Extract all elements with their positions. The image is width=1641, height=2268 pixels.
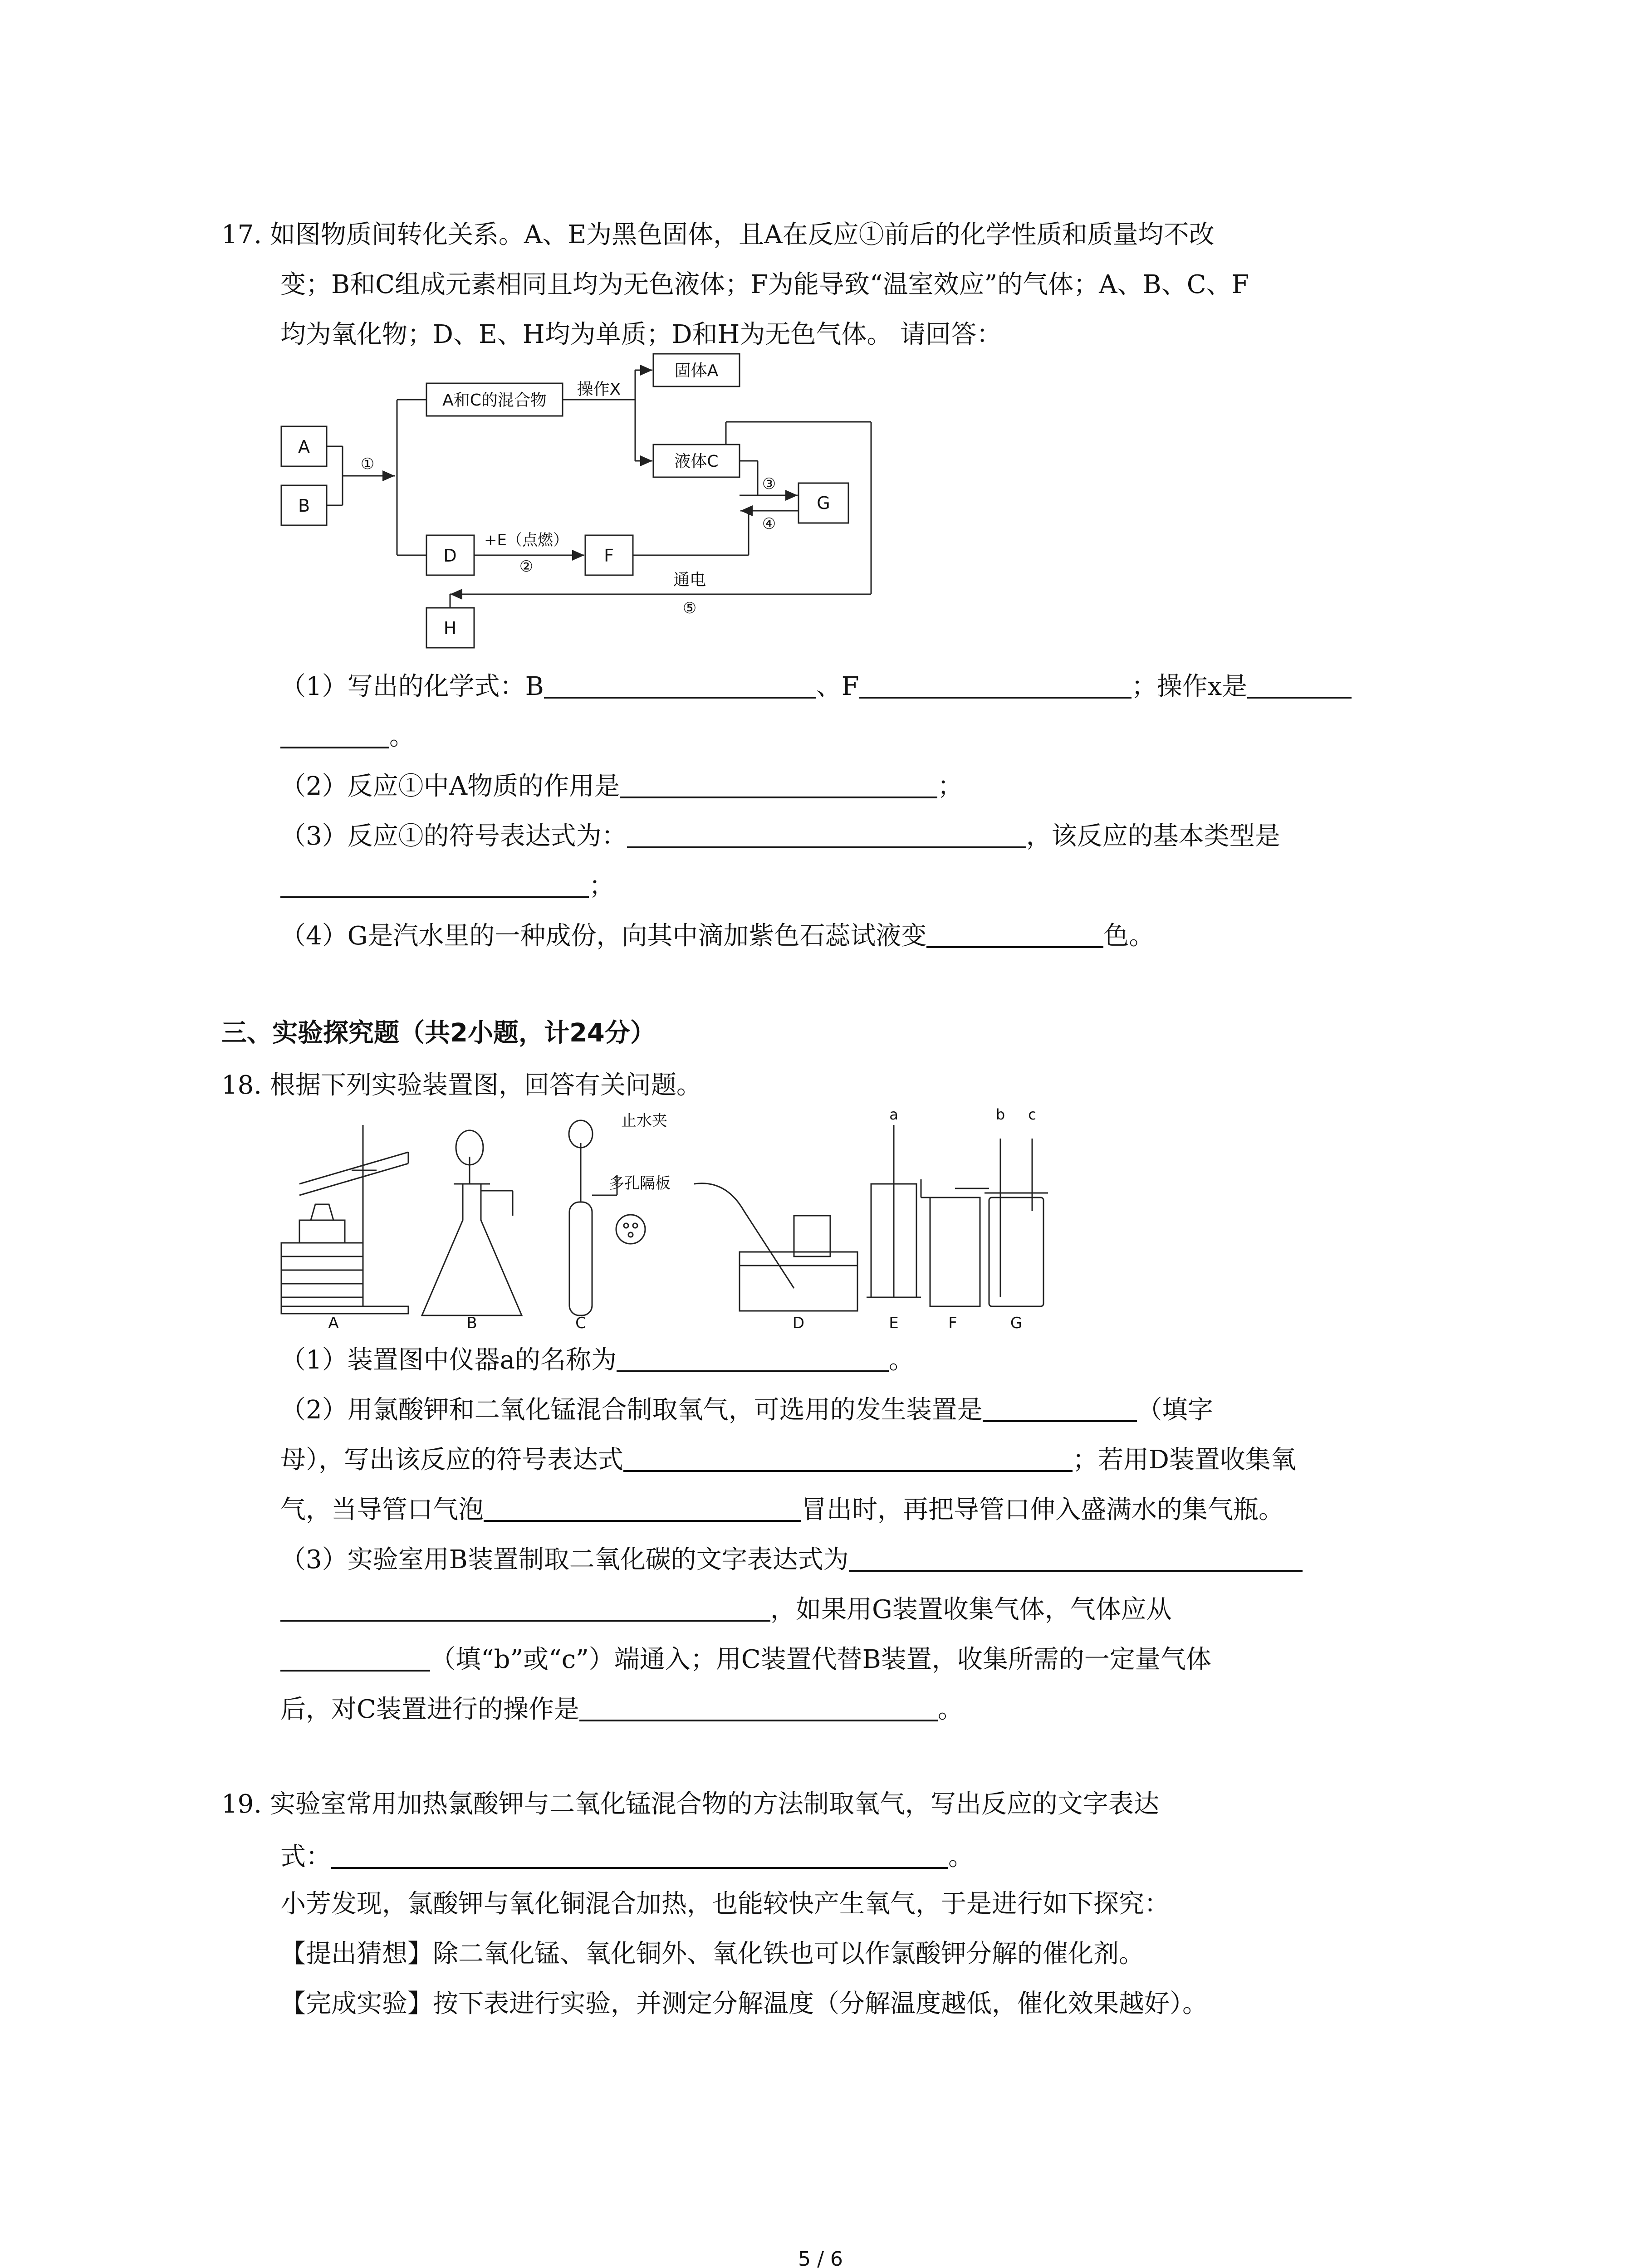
svg-text:b: b [995, 1106, 1005, 1123]
q18-sub-3-line-2: ，如果用G装置收集气体，气体应从 [280, 1594, 1172, 1623]
section-3-title: 三、实验探究题（共2小题，计24分） [221, 1018, 656, 1048]
svg-text:F: F [604, 546, 614, 566]
q17-sub-1: （1）写出的化学式：B 、F ；操作x是 [280, 671, 1352, 699]
q18-sub-2-line-1: （2）用氯酸钾和二氧化锰混合制取氧气，可选用的发生装置是 （填字 [280, 1395, 1213, 1425]
svg-text:A: A [298, 437, 310, 457]
svg-text:通电: 通电 [673, 571, 706, 589]
answer-blank-co2-equation-cont[interactable] [280, 1594, 770, 1622]
q18-sub-1: （1）装置图中仪器a的名称为 。 [280, 1345, 915, 1375]
answer-blank-bubble-condition[interactable] [484, 1495, 801, 1522]
svg-text:③: ③ [762, 475, 776, 493]
q17-sub-2: （2）反应①中A物质的作用是 ； [280, 772, 963, 801]
answer-blank-generator[interactable] [983, 1395, 1137, 1422]
svg-text:固体A: 固体A [674, 362, 719, 380]
answer-blank-b-formula[interactable] [544, 671, 816, 699]
svg-text:D: D [443, 546, 457, 566]
q18-sub-3-line-1: （3）实验室用B装置制取二氧化碳的文字表达式为 [280, 1545, 1303, 1573]
q18-sub-2-line-3: 气，当导管口气泡 冒出时，再把导管口伸入盛满水的集气瓶。 [280, 1495, 1284, 1525]
answer-blank-q19-equation[interactable] [331, 1842, 948, 1869]
answer-blank-kclo3-equation[interactable] [623, 1445, 1073, 1472]
answer-blank-operation-x-cont[interactable] [280, 721, 389, 748]
answer-blank-c-operation[interactable] [579, 1694, 938, 1721]
svg-text:c: c [1028, 1106, 1036, 1123]
svg-text:G: G [1010, 1314, 1023, 1332]
svg-text:G: G [817, 493, 830, 513]
q17-sub-1-cont: 。 [280, 721, 415, 749]
q17-conversion-diagram [272, 349, 889, 658]
svg-text:E: E [889, 1314, 899, 1332]
svg-text:多孔隔板: 多孔隔板 [609, 1174, 671, 1193]
q18-sub-3-line-4: 后，对C装置进行的操作是 。 [280, 1695, 963, 1724]
q19-line-2: 式： 。 [280, 1842, 974, 1872]
svg-text:H: H [443, 618, 457, 638]
svg-text:操作X: 操作X [577, 380, 621, 399]
svg-text:止水夹: 止水夹 [621, 1112, 667, 1130]
q17-intro-line-3: 均为氧化物；D、E、H均为单质；D和H为无色气体。 请回答： [280, 320, 1002, 349]
svg-text:⑤: ⑤ [682, 599, 697, 617]
answer-blank-co2-equation[interactable] [849, 1545, 1303, 1572]
svg-text:④: ④ [762, 515, 776, 533]
q18-sub-3-line-3: （填“b”或“c”）端通入；用C装置代替B装置，收集所需的一定量气体 [280, 1644, 1211, 1672]
q17-sub-3-cont: ； [280, 871, 614, 899]
answer-blank-f-formula[interactable] [859, 671, 1132, 699]
answer-blank-litmus-color[interactable] [926, 921, 1103, 948]
answer-blank-a-role[interactable] [620, 771, 937, 798]
svg-text:A: A [328, 1314, 339, 1332]
svg-text:①: ① [360, 455, 375, 473]
q19-line-1: 19. 实验室常用加热氯酸钾与二氧化锰混合物的方法制取氧气，写出反应的文字表达 [221, 1789, 1159, 1819]
svg-text:②: ② [519, 557, 534, 576]
svg-text:A和C的混合物: A和C的混合物 [442, 391, 547, 410]
answer-blank-reaction-equation[interactable] [627, 821, 1026, 848]
answer-blank-operation-x[interactable] [1247, 671, 1352, 699]
q18-apparatus-figure [272, 1106, 1036, 1332]
svg-text:B: B [466, 1314, 477, 1332]
svg-text:+E（点燃）: +E（点燃） [484, 531, 568, 549]
q17-intro-line-2: 变；B和C组成元素相同且均为无色液体；F为能导致“温室效应”的气体；A、B、C、F [280, 270, 1249, 299]
answer-blank-reaction-type[interactable] [280, 871, 589, 898]
q18-sub-2-line-2: 母），写出该反应的符号表达式 ；若用D装置收集氧 [280, 1445, 1296, 1475]
q19-line-3: 小芳发现，氯酸钾与氧化铜混合加热，也能较快产生氧气，于是进行如下探究： [280, 1889, 1170, 1919]
q19-line-5: 【完成实验】按下表进行实验，并测定分解温度（分解温度越低，催化效果越好）。 [280, 1989, 1208, 2019]
q18-intro: 18. 根据下列实验装置图，回答有关问题。 [221, 1070, 702, 1100]
svg-text:a: a [889, 1106, 898, 1123]
answer-blank-instrument-a[interactable] [617, 1345, 889, 1372]
svg-text:F: F [948, 1314, 957, 1332]
svg-text:B: B [298, 496, 310, 516]
q17-sub-3: （3）反应①的符号表达式为： ，该反应的基本类型是 [280, 821, 1280, 851]
page-number: 5 / 6 [798, 2248, 843, 2268]
q17-intro-line-1: 17. 如图物质间转化关系。A、E为黑色固体，且A在反应①前后的化学性质和质量均不改 [221, 220, 1215, 249]
q17-sub-4: （4）G是汽水里的一种成份，向其中滴加紫色石蕊试液变 色。 [280, 921, 1155, 951]
q19-line-4: 【提出猜想】除二氧化锰、氧化铜外、氧化铁也可以作氯酸钾分解的催化剂。 [280, 1939, 1144, 1969]
svg-text:C: C [575, 1314, 586, 1332]
svg-text:D: D [792, 1314, 805, 1332]
svg-text:液体C: 液体C [674, 452, 719, 471]
answer-blank-inlet-end[interactable] [280, 1644, 430, 1672]
